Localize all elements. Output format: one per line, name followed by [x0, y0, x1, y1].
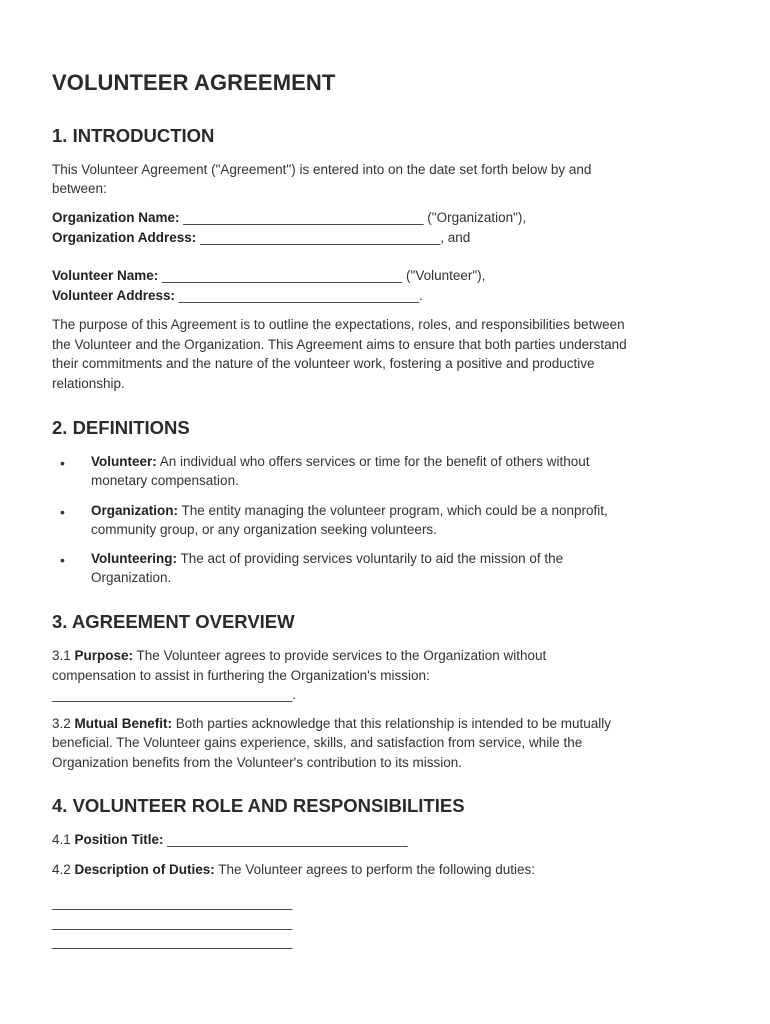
bullet-icon: • — [60, 455, 65, 471]
definition-term: Volunteering: — [91, 551, 177, 566]
clause-number: 4.2 — [52, 862, 75, 877]
position-title-clause — [52, 830, 408, 850]
clause-number: 4.1 — [52, 832, 75, 847]
organization-address-field — [52, 228, 470, 248]
bullet-icon: • — [60, 552, 65, 568]
definition-text-line: Organization. — [91, 570, 172, 585]
purpose-text-line: relationship. — [52, 376, 125, 391]
clause-number: 3.2 — [52, 716, 75, 731]
organization-name-field — [52, 208, 526, 228]
volunteer-address-field — [52, 286, 423, 306]
clause-number: 3.1 — [52, 648, 75, 663]
duty-blank-line: ________________________________ — [52, 934, 293, 949]
purpose-text-line: The purpose of this Agreement is to outline the expectations, roles, and responsibilities between — [52, 317, 625, 332]
clause-text-line: compensation to assist in furthering the Organization's mission: — [52, 668, 430, 683]
section-heading-definitions: 2. DEFINITIONS — [52, 417, 190, 438]
purpose-clause — [52, 646, 546, 666]
duty-blank-line: ________________________________ — [52, 895, 293, 910]
section-heading-volunteer-role: 4. VOLUNTEER ROLE AND RESPONSIBILITIES — [52, 795, 465, 816]
organization-address-label: Organization Address: — [52, 230, 197, 245]
definition-item — [91, 549, 563, 569]
clause-text: The Volunteer agrees to provide services to the Organization without — [133, 648, 547, 663]
position-title-blank: ________________________________ — [163, 832, 408, 847]
clause-text-line: beneficial. The Volunteer gains experience, skills, and satisfaction from service, while the — [52, 735, 583, 750]
duties-clause — [52, 860, 535, 880]
duty-blank-line: ________________________________ — [52, 915, 293, 930]
clause-term: Description of Duties: — [74, 862, 215, 877]
clause-term: Position Title: — [74, 832, 164, 847]
section-heading-agreement-overview: 3. AGREEMENT OVERVIEW — [52, 611, 295, 632]
definition-text: The entity managing the volunteer program, which could be a nonprofit, — [178, 503, 608, 518]
purpose-text-line: the Volunteer and the Organization. This Agreement aims to ensure that both parties understand — [52, 337, 627, 352]
clause-term: Mutual Benefit: — [74, 716, 173, 731]
definition-text-line: monetary compensation. — [91, 473, 239, 488]
intro-text-line: between: — [52, 181, 107, 196]
clause-text: Both parties acknowledge that this relationship is intended to be mutually — [172, 716, 612, 731]
definition-text-line: community group, or any organization seeking volunteers. — [91, 522, 437, 537]
volunteer-name-blank: ________________________________ ("Volunteer"), — [158, 268, 486, 283]
purpose-text-line: their commitments and the nature of the volunteer work, fostering a positive and productive — [52, 356, 595, 371]
definition-term: Organization: — [91, 503, 178, 518]
organization-address-blank: ________________________________, and — [196, 230, 471, 245]
clause-text-line: Organization benefits from the Volunteer's contribution to its mission. — [52, 755, 463, 770]
clause-blank-line: ________________________________. — [52, 687, 297, 702]
organization-name-label: Organization Name: — [52, 210, 180, 225]
clause-term: Purpose: — [74, 648, 134, 663]
volunteer-address-label: Volunteer Address: — [52, 288, 176, 303]
definition-term: Volunteer: — [91, 454, 157, 469]
definition-item — [91, 452, 590, 472]
document-title: VOLUNTEER AGREEMENT — [52, 70, 336, 95]
volunteer-name-label: Volunteer Name: — [52, 268, 159, 283]
mutual-benefit-clause — [52, 714, 611, 734]
volunteer-name-field — [52, 266, 485, 286]
organization-name-blank: ________________________________ ("Organization"), — [179, 210, 527, 225]
definition-text: The act of providing services voluntarily to aid the mission of the — [177, 551, 564, 566]
volunteer-address-blank: ________________________________. — [175, 288, 423, 303]
definition-text: An individual who offers services or time for the benefit of others without — [156, 454, 590, 469]
bullet-icon: • — [60, 504, 65, 520]
intro-text-line: This Volunteer Agreement ("Agreement") is entered into on the date set forth below by and — [52, 162, 592, 177]
definition-item — [91, 501, 608, 521]
section-heading-introduction: 1. INTRODUCTION — [52, 125, 215, 146]
clause-text: The Volunteer agrees to perform the following duties: — [214, 862, 535, 877]
